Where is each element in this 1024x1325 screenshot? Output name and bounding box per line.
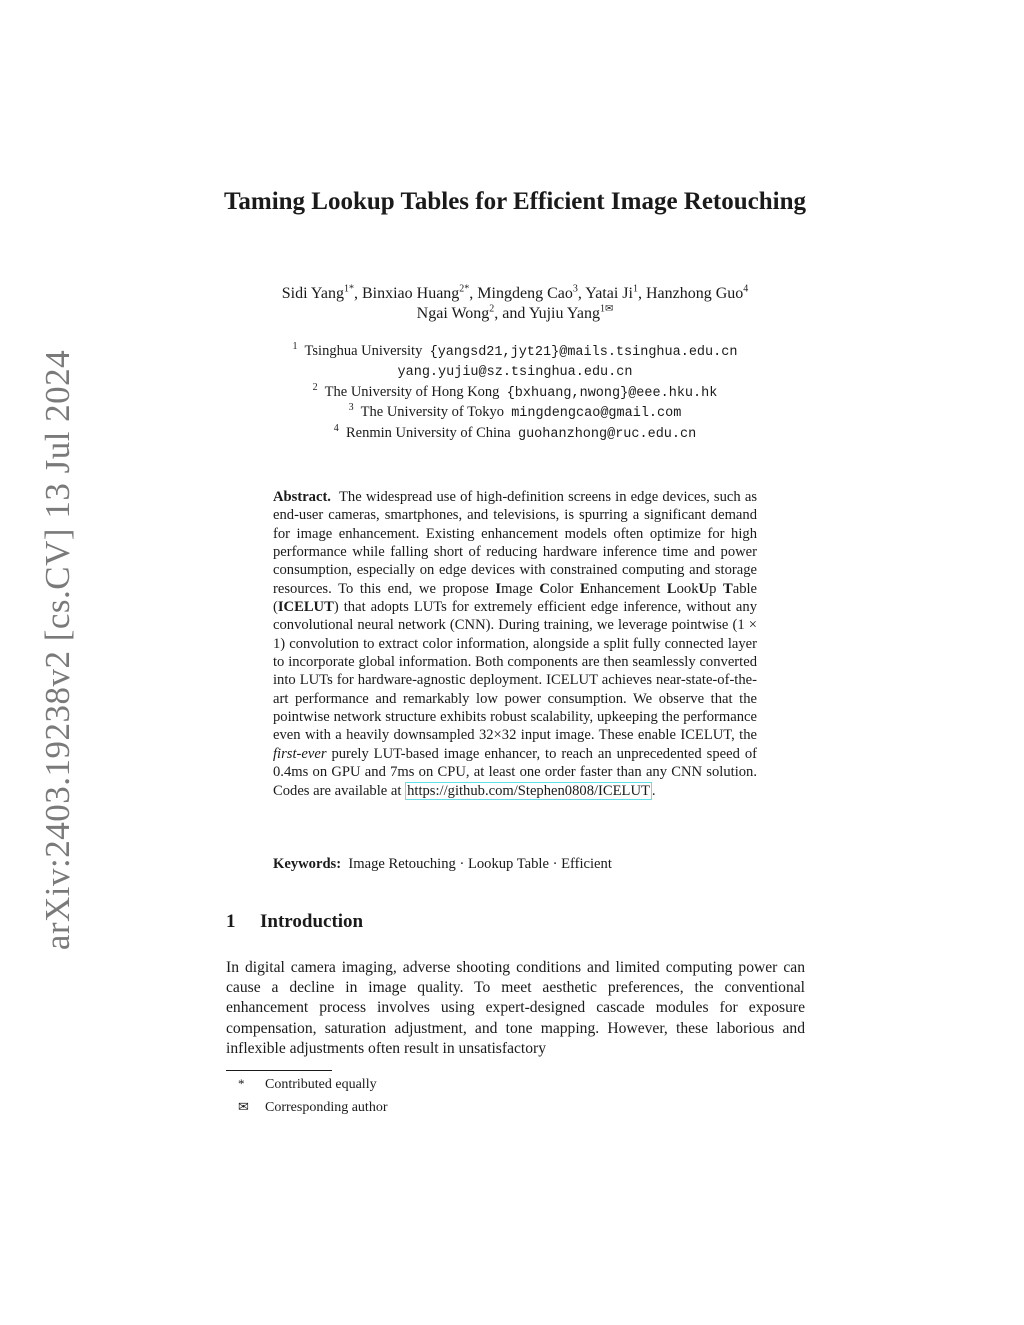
footnote-rule — [226, 1070, 332, 1071]
author: Sidi Yang — [281, 285, 344, 302]
affiliation-name: Tsinghua University — [304, 343, 423, 359]
footnote-text: Contributed equally — [265, 1077, 377, 1092]
footnote-text: Corresponding author — [265, 1100, 388, 1115]
footnotes — [238, 1073, 387, 1119]
affiliation-email: {bxhuang,nwong}@eee.hku.hk — [506, 385, 718, 401]
author: Binxiao Huang — [361, 285, 460, 302]
affiliation: $^4$ Renmin University of China guohanzhong@ruc.edu.cn — [333, 422, 697, 442]
affiliation-email: guohanzhong@ruc.edu.cn — [517, 426, 697, 442]
acronym-word: Table — [722, 580, 758, 597]
section-title: Introduction — [260, 911, 364, 932]
affiliation-email-line — [200, 362, 830, 382]
footnote — [238, 1096, 387, 1119]
acronym-word: Color — [539, 580, 574, 597]
section-body: In digital camera imaging, adverse shooting conditions and limited computing power can cause a decline in image quality. To meet aesthetic preferences, the conventional enhancement process involves using expert-designed cascade modules for exposure compensation, saturation adjustment, and tone mapping. However, these laborious and inflexible adjustments often result in unsatisfactory — [226, 959, 805, 1057]
author: Mingdeng Cao — [477, 285, 573, 302]
footnote — [238, 1073, 387, 1096]
abstract-text: purely LUT-based image enhancer, to reach an unprecedented speed of 0.4ms on GPU and 7ms on CPU, at least one order faster than any CNN solution. Codes are available at — [273, 745, 757, 799]
section-heading — [226, 910, 363, 934]
arxiv-identifier: arXiv:2403.19238v2 [cs.CV] 13 Jul 2024 — [38, 349, 77, 951]
author: Ngai Wong — [416, 305, 490, 322]
acronym-word: Image — [495, 580, 533, 597]
author: Yatai Ji — [585, 285, 633, 302]
affiliation: $^3$ The University of Tokyo mingdengcao@gmail.com — [348, 402, 682, 422]
keywords-label: Keywords: — [273, 856, 342, 872]
section-number: 1 — [226, 911, 236, 932]
code-link[interactable]: https://github.com/Stephen0808/ICELUT — [407, 782, 650, 799]
affiliation-name: Renmin University of China — [346, 424, 511, 441]
author-mark: 4 — [743, 283, 749, 295]
footnote-mark: * — [238, 1076, 245, 1091]
author: Hanzhong Guo — [645, 285, 744, 302]
author-mark: 2* — [459, 283, 470, 295]
author: Yujiu Yang — [528, 305, 600, 322]
author-line-2: Ngai Wong$^2$, and Yujiu Yang$^{1✉}$ — [416, 303, 614, 322]
affiliation-name: The University of Tokyo — [360, 404, 504, 421]
abstract-label: Abstract. — [273, 489, 331, 505]
author-conjunction: and — [502, 305, 526, 322]
keywords — [273, 855, 757, 873]
keywords-text: Image Retouching · Lookup Table · Efficient — [348, 856, 612, 872]
abstract: Abstract. The widespread use of high-definition screens in edge devices, such as end-user cameras, smartphones, and televisions, is spurring a significant demand for image enhancement. Existing enhancement models often optimize for high performance while falling short of reducing hardware inference time and power consumption, especially on edge devices with constrained computing and storage resources. To this end, we propose Image Color Enhancement LookUp Table (ICELUT) that adopts LUTs for extremely efficient edge inference, without any convolutional neural network (CNN). During training, we leverage pointwise (1 × 1) convolution to extract color information, alongside a split fully connected layer to incorporate global information. Both components are then seamlessly converted into LUTs for hardware-agnostic deployment. ICELUT achieves near-state-of-the-art performance and remarkably low power consumption. We observe that the pointwise network structure exhibits robust scalability, upkeeping the performance even with a heavily downsampled 32×32 input image. These enable ICELUT, the first-ever purely LUT-based image enhancer, to reach an unprecedented speed of 0.4ms on GPU and 7ms on CPU, at least one order faster than any CNN solution. Codes are available at https://github.com/Stephen0808/ICELUT . — [273, 489, 758, 799]
acronym-word: Enhancement — [580, 580, 661, 597]
abstract-text: The widespread use of high-definition screens in edge devices, such as end-user cameras, smartphones, and televisions, is spurring a significant demand for image enhancement. Existing enhancement models often optimize for high performance while falling short of reducing hardware inference time and power consumption, especially on edge devices with constrained computing and storage resources. To this end, we propose — [273, 489, 757, 597]
abstract-emphasis: first-ever — [273, 745, 327, 762]
affiliation-email: mingdengcao@gmail.com — [511, 406, 682, 422]
paper-title: Taming Lookup Tables for Efficient Image Retouching — [223, 188, 807, 215]
affiliation-list — [200, 342, 830, 444]
envelope-icon: ✉ — [238, 1099, 249, 1114]
affiliation: $^1$ Tsinghua University {yangsd21,jyt21}@mails.tsinghua.edu.cn — [292, 341, 738, 360]
acronym: ICELUT — [277, 599, 334, 616]
author-list — [200, 284, 830, 324]
affiliation: $^2$ The University of Hong Kong {bxhuang,nwong}@eee.hku.hk — [312, 381, 718, 401]
acronym-word: LookUp — [666, 580, 717, 597]
author-line-1: Sidi Yang$^{1*}$, Binxiao Huang$^{2*}$, Mingdeng Cao$^3$, Yatai Ji$^1$, Hanzhong Guo$^4$ — [281, 283, 749, 302]
author-mark: 1* — [343, 283, 354, 295]
affiliation-name: The University of Hong Kong — [324, 383, 500, 400]
affiliation-email: {yangsd21,jyt21}@mails.tsinghua.edu.cn — [429, 345, 738, 360]
abstract-text: that adopts LUTs for extremely efficient edge inference, without any convolutional neural network (CNN). During training, we leverage pointwise (1 × 1) convolution to extract color information, alongside a split fully connected layer to incorporate global information. Both components are then seamlessly converted into LUTs for hardware-agnostic deployment. ICELUT achieves near-state-of-the-art performance and remarkably low power consumption. We observe that the pointwise network structure exhibits robust scalability, upkeeping the performance even with a heavily downsampled 32×32 input image. These enable ICELUT, the — [273, 599, 757, 744]
author-mark: 1 — [632, 283, 638, 295]
author-mark: 2 — [489, 303, 495, 315]
author-mark: 3 — [572, 283, 578, 295]
author-mark: 1✉ — [599, 303, 614, 315]
affiliation-email: yang.yujiu@sz.tsinghua.edu.cn — [397, 365, 633, 381]
